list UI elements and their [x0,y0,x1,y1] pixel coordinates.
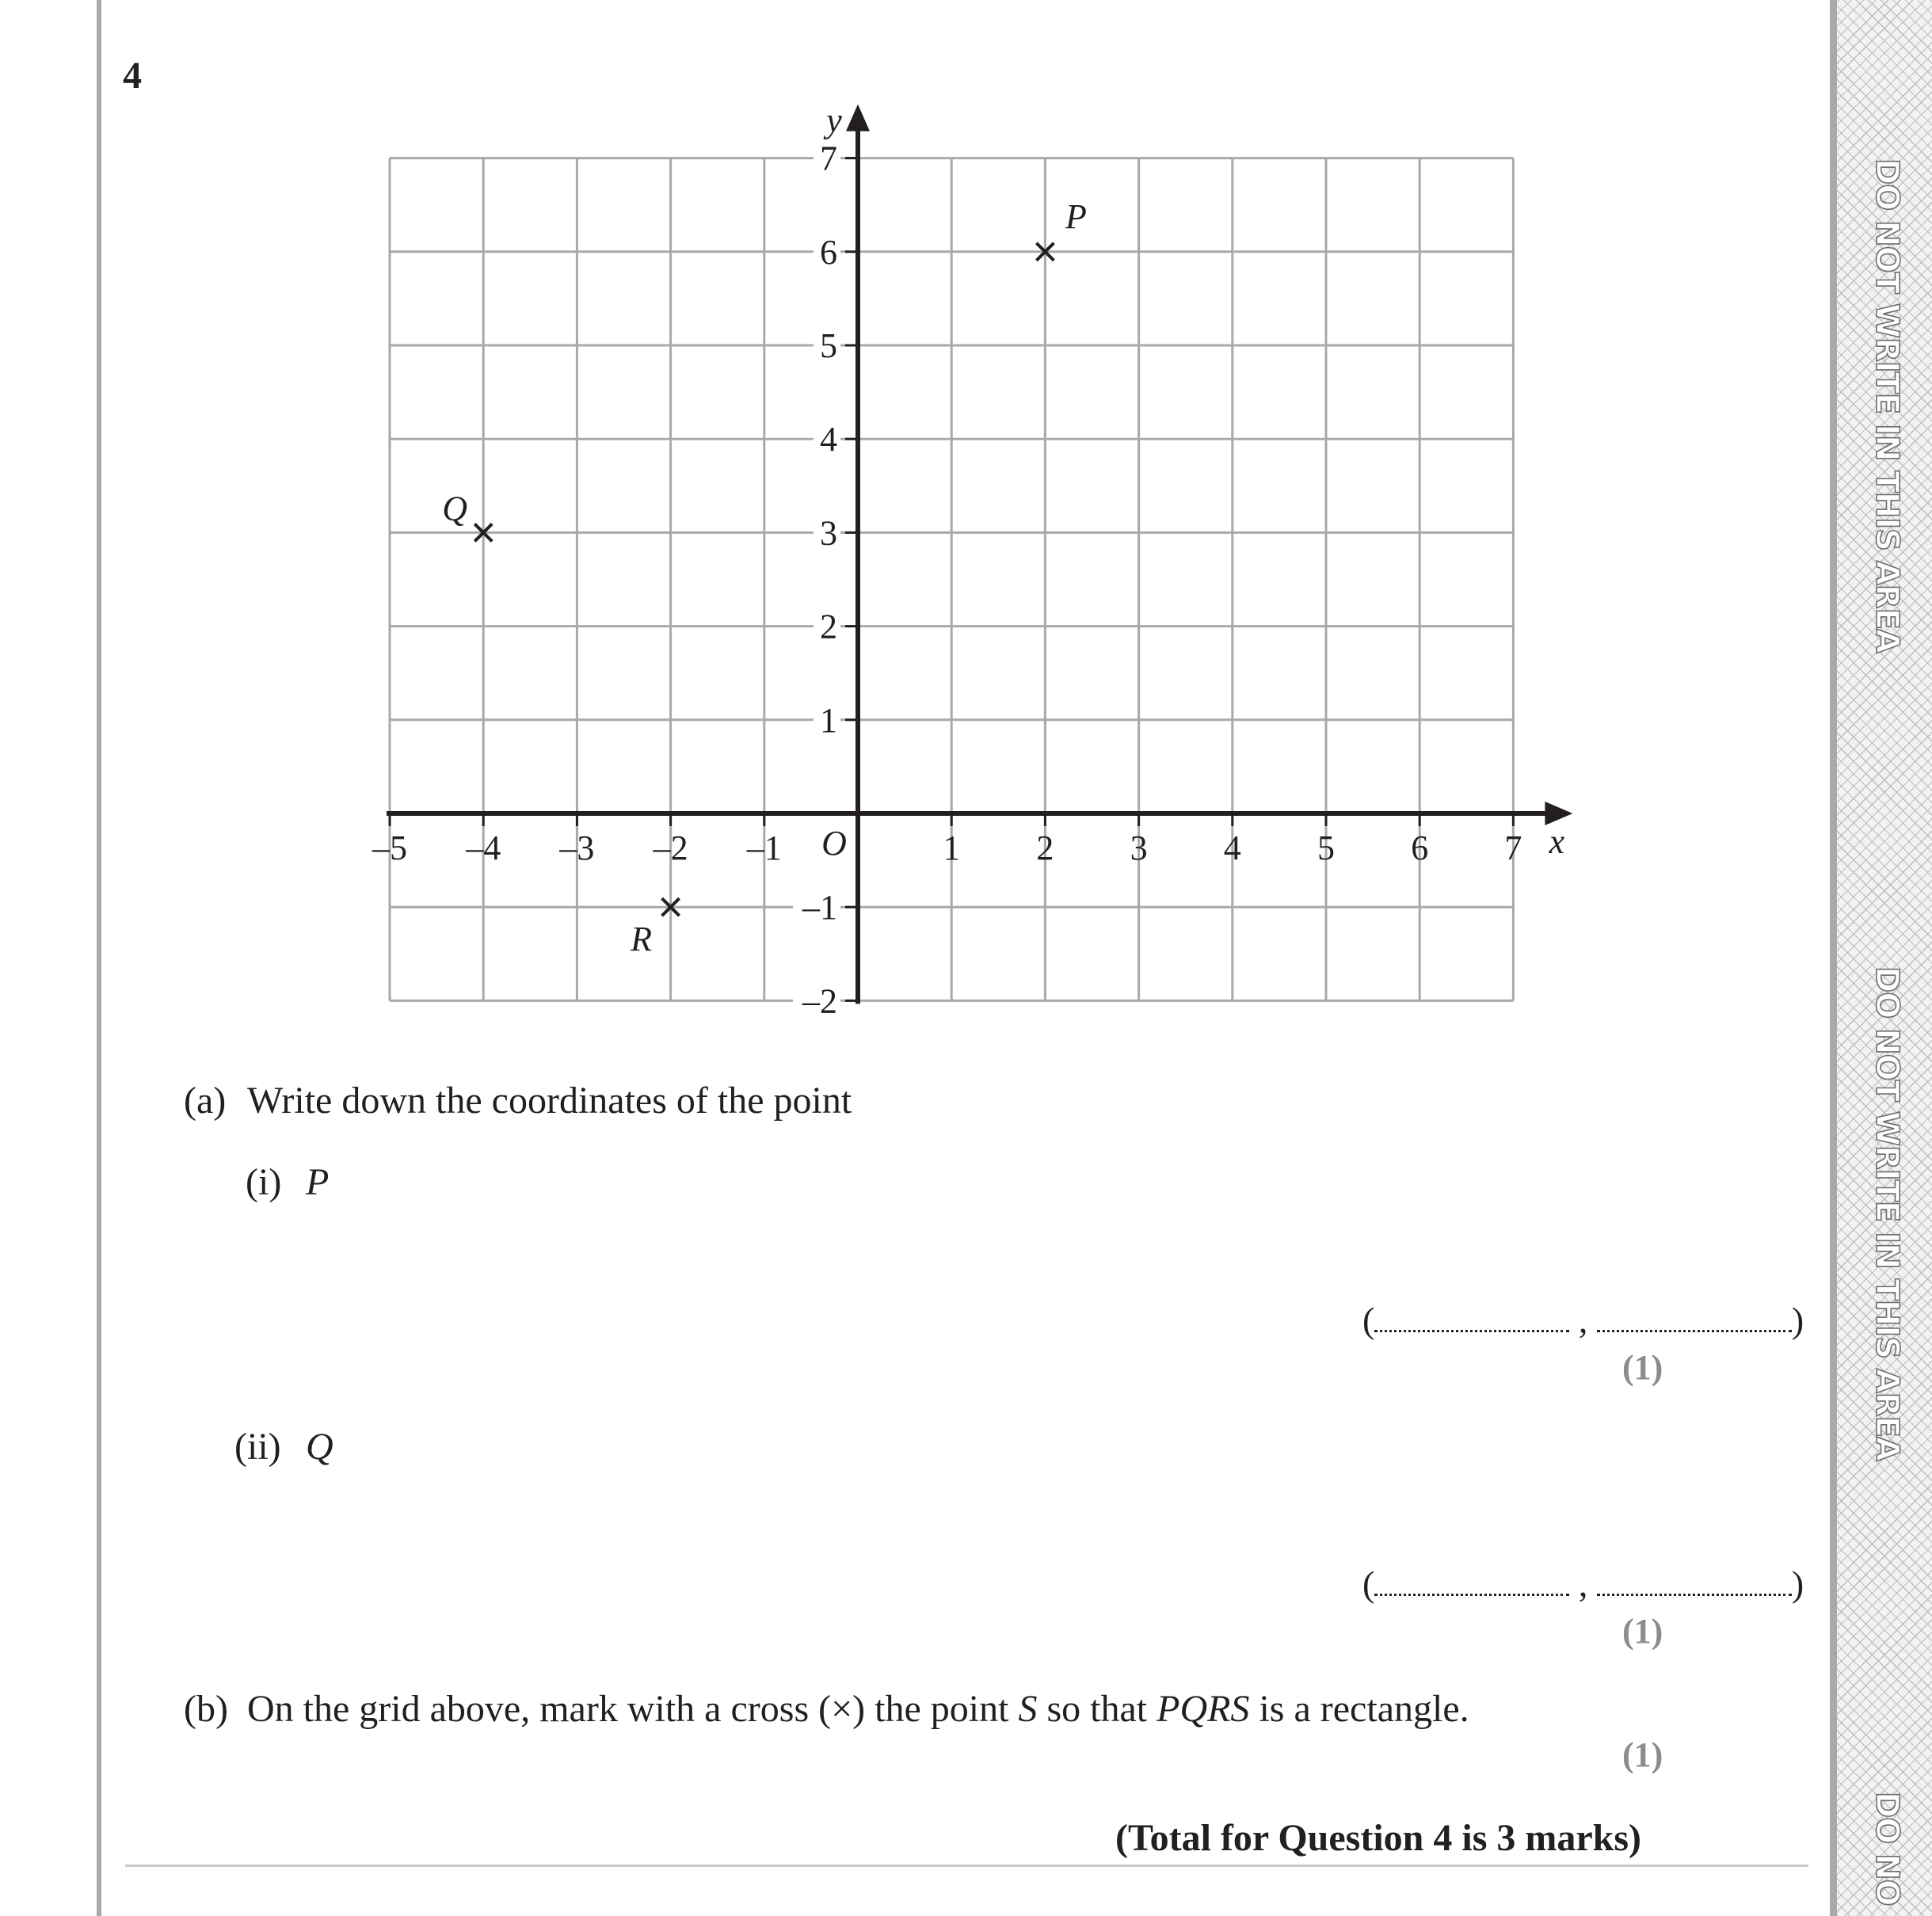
close-paren: ) [1791,1300,1804,1340]
y-answer-dots[interactable] [1597,1312,1792,1332]
x-answer-dots[interactable] [1374,1576,1569,1596]
x-tick-label: –2 [653,828,688,867]
marks-a-i: (1) [1622,1348,1663,1387]
x-tick-label: –4 [466,828,501,867]
x-tick-label: 2 [1036,828,1054,867]
x-tick-label: 6 [1411,828,1429,867]
y-tick-label: 2 [820,607,837,646]
comma: , [1578,1300,1588,1340]
x-tick-label: –1 [746,828,782,867]
part-b-label: (b) [184,1688,228,1730]
margin-warning-text-cut: DO NO [1869,1792,1905,1906]
part-b-text-3: is a rectangle. [1259,1688,1469,1730]
point-label: P [1065,196,1087,236]
answer-line-a-ii[interactable] [1362,1563,1804,1605]
part-b-text [184,1687,1469,1731]
y-answer-dots[interactable] [1597,1576,1792,1596]
part-a-ii-point: Q [306,1426,333,1468]
part-b-shape: PQRS [1157,1688,1250,1730]
part-b-point: S [1018,1688,1038,1730]
x-tick-label: 4 [1223,828,1241,867]
open-paren: ( [1362,1300,1375,1340]
marks-a-ii: (1) [1622,1612,1663,1651]
x-answer-dots[interactable] [1374,1312,1569,1332]
origin-label: O [821,824,847,863]
point-label: Q [442,489,468,528]
tick-labels [372,101,1565,1021]
close-paren: ) [1791,1564,1804,1604]
answer-line-a-i[interactable] [1362,1299,1804,1341]
y-tick-label: 1 [820,700,837,740]
y-axis-label: y [826,101,842,140]
part-a-ii-label: (ii) [234,1426,281,1468]
part-a-i-label: (i) [246,1161,282,1203]
part-a-text: Write down the coordinates of the point [247,1080,852,1122]
question-number: 4 [123,55,142,97]
x-tick-label: 7 [1504,828,1522,867]
x-tick-label: –3 [559,828,595,867]
grid-lines [390,158,1513,1001]
question-total: (Total for Question 4 is 3 marks) [1115,1817,1642,1859]
open-paren: ( [1362,1564,1375,1604]
point-label: R [631,920,653,959]
part-a-i-point: P [306,1161,330,1203]
x-tick-label: 1 [943,828,961,867]
margin-warning-text: DO NOT WRITE IN THIS AREA [1869,158,1905,653]
x-tick-label: 3 [1130,828,1148,867]
part-a-label: (a) [184,1080,227,1122]
y-axis-arrow [846,105,870,131]
x-tick-label: 5 [1317,828,1335,867]
part-b-text-2: so that [1046,1688,1148,1730]
y-tick-label: 5 [820,326,837,365]
x-axis-label: x [1549,822,1565,861]
y-tick-label: 7 [820,139,837,178]
y-tick-label: 4 [820,420,837,459]
y-tick-label: 3 [820,513,837,553]
axes [387,105,1572,1004]
part-b-text-1: On the grid above, mark with a cross (×) the point [246,1688,1009,1730]
comma: , [1578,1564,1588,1604]
y-tick-label: –2 [802,981,837,1021]
y-tick-label: 6 [820,232,837,272]
x-tick-label: –5 [372,828,407,867]
divider [125,1865,1808,1867]
margin-warning-text: DO NOT WRITE IN THIS AREA [1869,966,1905,1461]
y-tick-label: –1 [802,888,837,928]
marks-b: (1) [1622,1735,1663,1774]
